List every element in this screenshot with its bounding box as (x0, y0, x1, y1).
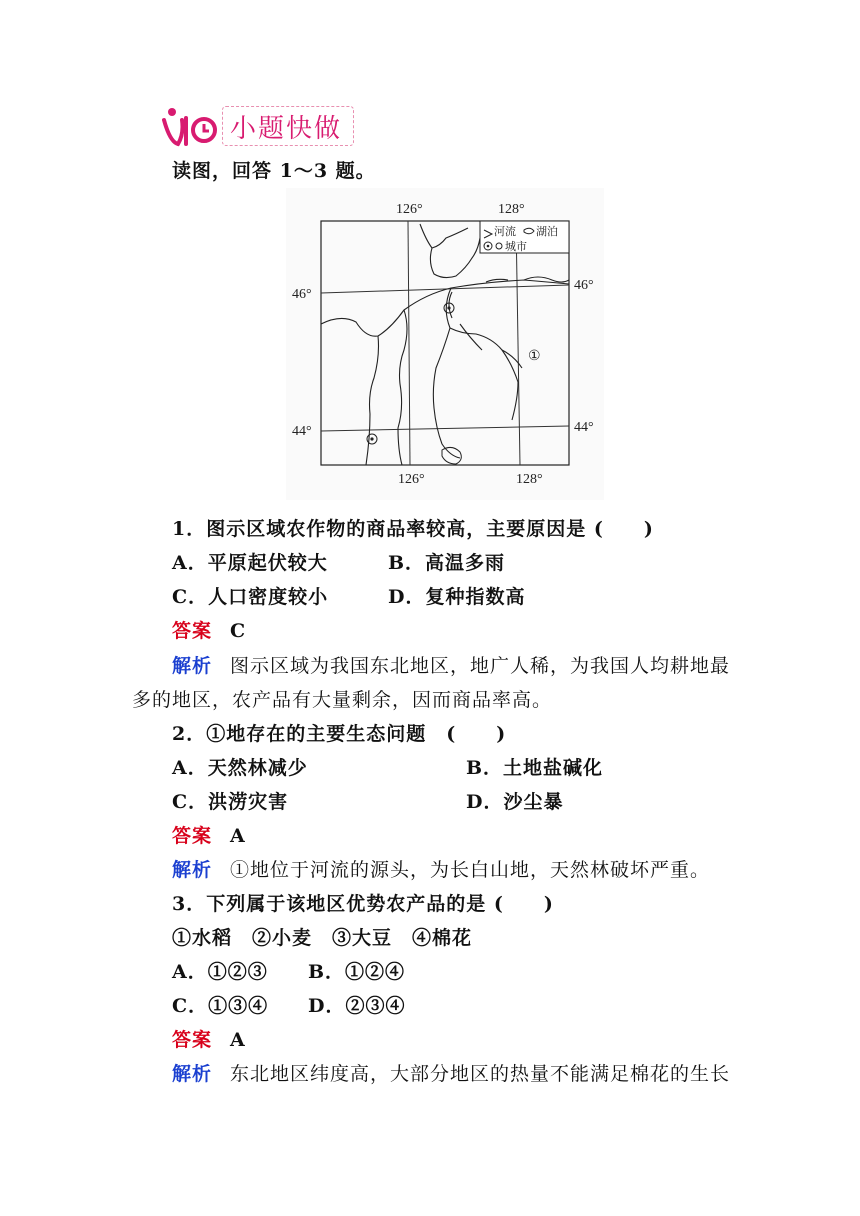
q3-analysis-row (172, 1059, 730, 1086)
parallel-44 (321, 426, 569, 431)
q3-option-b: B．①②④ (308, 961, 406, 983)
parallel-46 (321, 285, 569, 293)
question-2-stem: 2．①地存在的主要生态问题 ( ) (172, 723, 507, 745)
q2-analysis-row (172, 855, 710, 882)
legend-lake: 湖泊 (536, 225, 558, 238)
banner-title: 小题快做 (230, 114, 343, 144)
q1-option-b: B．高温多雨 (388, 552, 506, 574)
legend-river: 河流 (494, 225, 516, 238)
lon-label-bottom-left: 126° (398, 472, 425, 487)
meridian-126 (408, 221, 410, 465)
site-marker: ① (528, 349, 541, 364)
legend-city: 城市 (505, 240, 527, 253)
q3-option-c: C．①③④ (172, 995, 269, 1017)
map-svg (286, 188, 604, 500)
lat-label-bottom-left: 44° (292, 424, 312, 439)
q1-option-d: D．复种指数高 (388, 586, 526, 608)
lake-shape (442, 447, 461, 464)
q2-option-c: C．洪涝灾害 (172, 791, 289, 813)
answer-label: 答案 (172, 620, 213, 642)
meridian-128 (516, 221, 520, 465)
q2-option-b: B．土地盐碱化 (466, 757, 604, 779)
lon-label-top-left: 126° (396, 202, 423, 217)
answer-label: 答案 (172, 825, 213, 847)
region-map (286, 188, 604, 500)
q2-analysis-line1: ①地位于河流的源头，为长白山地，天然林破坏严重。 (230, 859, 711, 881)
question-3-stem: 3．下列属于该地区优势农产品的是 ( ) (172, 893, 554, 915)
q1-option-c: C．人口密度较小 (172, 586, 329, 608)
analysis-label: 解析 (172, 655, 213, 677)
lat-label-bottom-right: 44° (574, 420, 594, 435)
section-banner (160, 104, 360, 148)
q3-answer-row (172, 1025, 246, 1052)
q3-option-a: A．①②③ (172, 961, 268, 983)
q2-option-d: D．沙尘暴 (466, 791, 564, 813)
lat-label-top-right: 46° (574, 278, 594, 293)
q3-answer: A (230, 1029, 246, 1051)
analysis-label: 解析 (172, 1063, 213, 1085)
study-logo-icon (160, 104, 222, 148)
q3-option-d: D．②③④ (308, 995, 406, 1017)
answer-label: 答案 (172, 1029, 213, 1051)
q1-analysis-line2: 多的地区，农产品有大量剩余，因而商品率高。 (132, 689, 553, 711)
question-1-stem: 1．图示区域农作物的商品率较高，主要原因是 ( ) (172, 518, 654, 540)
q2-answer: A (230, 825, 246, 847)
q2-answer-row (172, 821, 246, 848)
q1-answer: C (230, 620, 247, 642)
q3-items: ①水稻 ②小麦 ③大豆 ④棉花 (172, 927, 473, 949)
analysis-label: 解析 (172, 859, 213, 881)
q2-option-a: A．天然林减少 (172, 757, 308, 779)
q1-option-a: A．平原起伏较大 (172, 552, 328, 574)
lat-label-top-left: 46° (292, 287, 312, 302)
intro-text: 读图，回答 1～3 题。 (172, 160, 376, 182)
lon-label-bottom-right: 128° (516, 472, 543, 487)
lon-label-top-right: 128° (498, 202, 525, 217)
q1-answer-row (172, 616, 246, 643)
q1-analysis-line1: 图示区域为我国东北地区，地广人稀，为我国人均耕地最 (230, 655, 731, 677)
q3-analysis-line1: 东北地区纬度高，大部分地区的热量不能满足棉花的生长 (230, 1063, 731, 1085)
q1-analysis-row (172, 651, 730, 678)
